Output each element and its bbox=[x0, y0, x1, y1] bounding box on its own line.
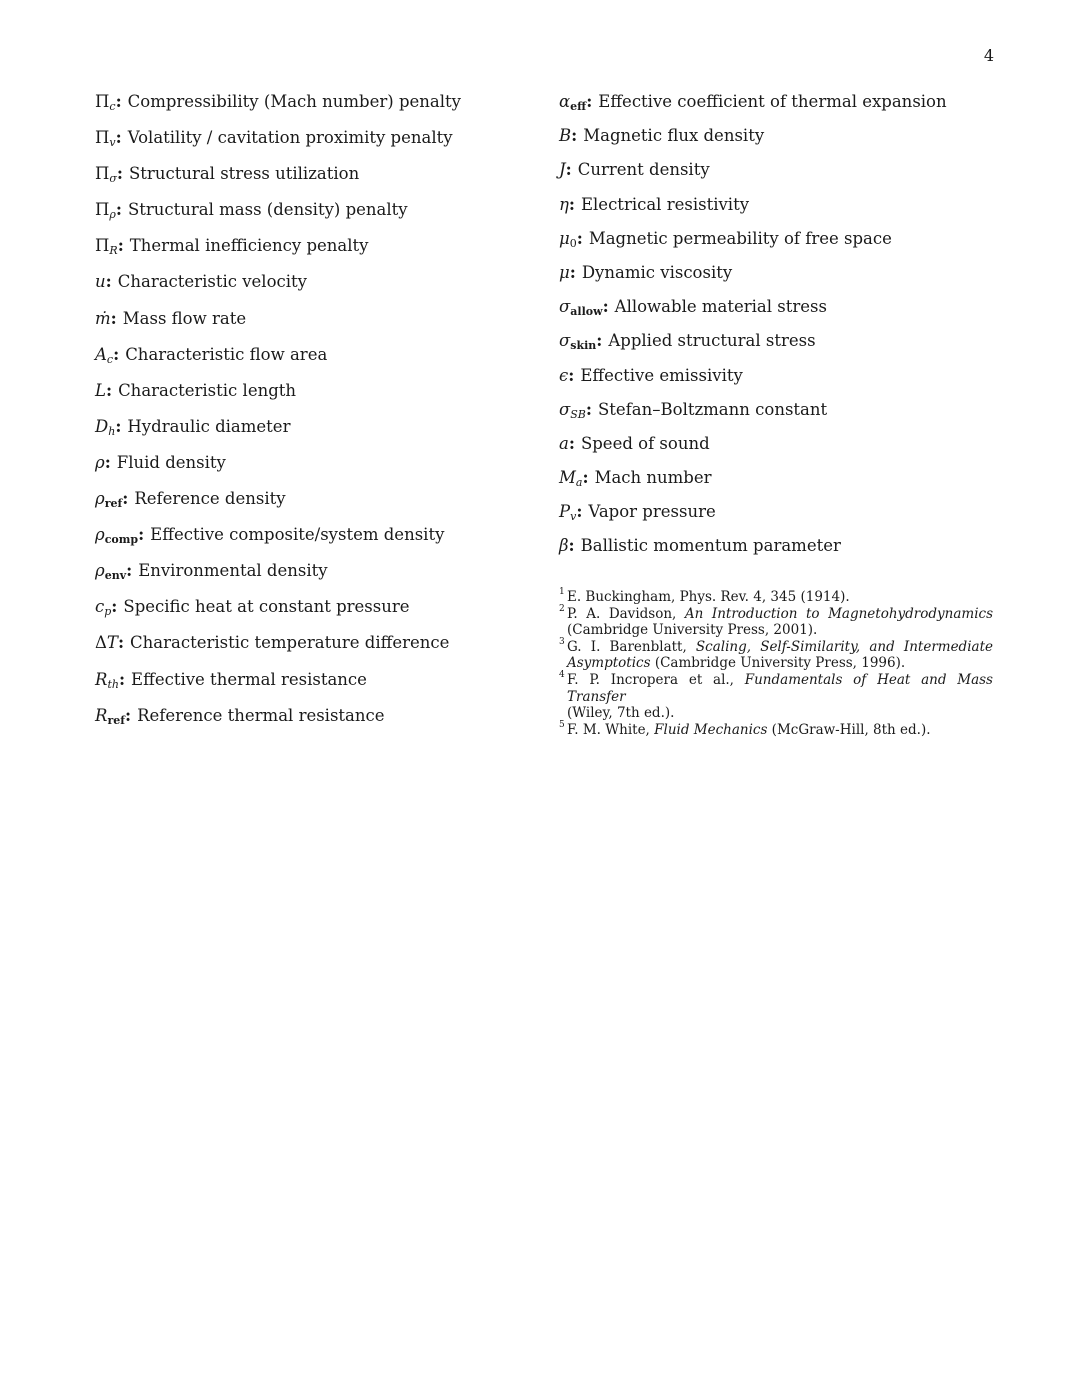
nomenclature-description: Ballistic momentum parameter bbox=[580, 536, 841, 556]
reference-number: 2 bbox=[559, 603, 565, 614]
nomenclature-symbol: $R_{th}$ bbox=[95, 669, 119, 691]
nomenclature-symbol: $\rho_{comp}$ bbox=[95, 525, 139, 547]
nomenclature-colon: : bbox=[115, 416, 122, 436]
nomenclature-symbol: $P_v$ bbox=[559, 502, 577, 524]
nomenclature-entry bbox=[95, 559, 535, 595]
reference-item bbox=[559, 719, 993, 739]
nomenclature-colon: : bbox=[602, 297, 609, 317]
nomenclature-symbol: $\sigma_{SB}$ bbox=[559, 399, 586, 421]
nomenclature-description: Current density bbox=[577, 160, 710, 180]
nomenclature-symbol: a bbox=[559, 433, 569, 453]
reference-number: 4 bbox=[559, 669, 565, 680]
nomenclature-colon: : bbox=[586, 92, 593, 111]
nomenclature-symbol: $\Pi_v$ bbox=[95, 128, 116, 150]
nomenclature-colon: : bbox=[568, 433, 575, 453]
nomenclature-description: Applied structural stress bbox=[608, 331, 816, 351]
nomenclature-symbol: $\sigma_{skin}$ bbox=[559, 331, 597, 353]
nomenclature-symbol: $R_{ref}$ bbox=[95, 705, 125, 727]
nomenclature-description: Magnetic flux density bbox=[583, 126, 765, 146]
nomenclature-symbol: u bbox=[95, 272, 106, 292]
nomenclature-colon: : bbox=[117, 236, 124, 256]
nomenclature-colon: : bbox=[576, 228, 583, 248]
nomenclature-entry bbox=[559, 364, 999, 398]
nomenclature-description: Characteristic velocity bbox=[117, 272, 307, 292]
nomenclature-colon: : bbox=[569, 262, 576, 282]
nomenclature-colon: : bbox=[111, 597, 118, 617]
nomenclature-symbol: L bbox=[95, 380, 106, 400]
reference-text: F. P. Incropera et al., Fundamentals of Heat and Mass Transfer (Wiley, 7th ed.). bbox=[567, 671, 993, 722]
nomenclature-symbol: ṁ bbox=[95, 308, 111, 328]
reference-number: 1 bbox=[559, 587, 565, 597]
nomenclature-symbol: $D_h$ bbox=[95, 416, 116, 438]
nomenclature-colon: : bbox=[596, 331, 603, 351]
nomenclature-colon: : bbox=[582, 468, 589, 488]
nomenclature-colon: : bbox=[113, 344, 120, 364]
reference-text: G. I. Barenblatt, Scaling, Self-Similarity, and Intermediate Asymptotics (Cambridge University Press, 1996). bbox=[567, 638, 993, 672]
nomenclature-colon: : bbox=[104, 452, 111, 472]
nomenclature-description: Volatility / cavitation proximity penalty bbox=[127, 128, 453, 148]
nomenclature-description: Vapor pressure bbox=[588, 502, 716, 522]
nomenclature-entry bbox=[95, 704, 535, 740]
nomenclature-colon: : bbox=[124, 705, 132, 725]
nomenclature-description: Effective composite/system density bbox=[150, 525, 445, 545]
nomenclature-entry bbox=[95, 126, 535, 162]
nomenclature-entry bbox=[95, 487, 535, 523]
nomenclature-symbol: ΔT bbox=[95, 633, 118, 653]
nomenclature-entry bbox=[559, 261, 999, 295]
reference-number: 3 bbox=[559, 636, 565, 647]
nomenclature-entry bbox=[559, 124, 999, 158]
nomenclature-colon: : bbox=[115, 200, 122, 220]
nomenclature-description: Dynamic viscosity bbox=[581, 262, 733, 282]
nomenclature-symbol: $\Pi_R$ bbox=[95, 236, 118, 258]
nomenclature-description: Environmental density bbox=[138, 561, 328, 581]
nomenclature-symbol: β bbox=[559, 536, 569, 556]
nomenclature-symbol: $A_c$ bbox=[95, 344, 114, 366]
nomenclature-description: Characteristic flow area bbox=[125, 344, 328, 364]
nomenclature-colon: : bbox=[568, 194, 575, 214]
nomenclature-symbol: $\Pi_\rho$ bbox=[95, 200, 116, 222]
nomenclature-symbol: $\rho_{ref}$ bbox=[95, 489, 123, 511]
nomenclature-left-column bbox=[95, 90, 535, 740]
nomenclature-description: Speed of sound bbox=[580, 433, 710, 453]
nomenclature-colon: : bbox=[126, 561, 133, 581]
nomenclature-colon: : bbox=[576, 502, 583, 522]
nomenclature-description: Effective coefficient of thermal expansion bbox=[598, 92, 947, 111]
reference-item bbox=[559, 589, 993, 606]
reference-number: 5 bbox=[559, 719, 565, 730]
nomenclature-description: Reference thermal resistance bbox=[137, 705, 385, 725]
nomenclature-entry bbox=[95, 379, 535, 415]
nomenclature-description: Mass flow rate bbox=[122, 308, 247, 328]
nomenclature-entry bbox=[95, 343, 535, 379]
nomenclature-description: Fluid density bbox=[116, 452, 226, 472]
reference-text: F. M. White, Fluid Mechanics (McGraw-Hill, 8th ed.). bbox=[567, 721, 931, 738]
nomenclature-colon: : bbox=[138, 525, 145, 545]
nomenclature-symbol: $c_p$ bbox=[95, 597, 112, 619]
nomenclature-symbol: ρ bbox=[95, 452, 105, 472]
nomenclature-description: Effective thermal resistance bbox=[131, 669, 367, 689]
nomenclature-symbol: B bbox=[559, 126, 572, 146]
reference-text: E. Buckingham, Phys. Rev. 4, 345 (1914). bbox=[567, 589, 850, 605]
page-number: 4 bbox=[983, 46, 994, 65]
nomenclature-description: Mach number bbox=[594, 468, 712, 488]
nomenclature-entry bbox=[95, 270, 535, 306]
nomenclature-entry bbox=[95, 668, 535, 704]
nomenclature-symbol: $\rho_{env}$ bbox=[95, 561, 127, 583]
nomenclature-colon: : bbox=[105, 272, 112, 292]
nomenclature-colon: : bbox=[117, 633, 125, 653]
nomenclature-description: Stefan–Boltzmann constant bbox=[597, 399, 828, 419]
nomenclature-colon: : bbox=[571, 126, 578, 146]
nomenclature-colon: : bbox=[105, 380, 113, 400]
nomenclature-symbol: $\alpha_{eff}$ bbox=[559, 92, 587, 113]
reference-item bbox=[559, 603, 993, 639]
nomenclature-symbol: η bbox=[559, 194, 569, 214]
nomenclature-entry bbox=[559, 158, 999, 192]
nomenclature-entry bbox=[559, 227, 999, 261]
nomenclature-colon: : bbox=[118, 669, 126, 689]
nomenclature-symbol: $\mu_0$ bbox=[559, 228, 577, 250]
nomenclature-entry bbox=[95, 162, 535, 198]
nomenclature-entry bbox=[559, 500, 999, 534]
nomenclature-entry bbox=[95, 451, 535, 487]
reference-item bbox=[559, 636, 993, 672]
nomenclature-entry bbox=[95, 631, 535, 667]
nomenclature-description: Compressibility (Mach number) penalty bbox=[127, 92, 461, 111]
nomenclature-entry bbox=[95, 234, 535, 270]
nomenclature-description: Thermal inefficiency penalty bbox=[129, 236, 369, 256]
nomenclature-entry bbox=[95, 90, 535, 126]
nomenclature-description: Structural mass (density) penalty bbox=[127, 200, 408, 220]
nomenclature-entry bbox=[95, 198, 535, 234]
nomenclature-colon: : bbox=[568, 365, 575, 385]
nomenclature-entry bbox=[559, 398, 999, 432]
nomenclature-description: Characteristic temperature difference bbox=[130, 633, 450, 653]
nomenclature-description: Allowable material stress bbox=[614, 297, 827, 317]
nomenclature-description: Characteristic length bbox=[118, 380, 297, 400]
nomenclature-description: Structural stress utilization bbox=[129, 164, 360, 184]
nomenclature-description: Hydraulic diameter bbox=[127, 416, 291, 436]
nomenclature-colon: : bbox=[585, 399, 592, 419]
nomenclature-symbol: $M_a$ bbox=[559, 468, 583, 490]
nomenclature-symbol: J bbox=[559, 160, 566, 180]
nomenclature-entry bbox=[95, 523, 535, 559]
nomenclature-entry bbox=[559, 466, 999, 500]
nomenclature-description: Magnetic permeability of free space bbox=[588, 228, 892, 248]
nomenclature-entry bbox=[95, 307, 535, 343]
nomenclature-entry bbox=[95, 595, 535, 631]
nomenclature-entry bbox=[559, 90, 999, 124]
nomenclature-description: Reference density bbox=[134, 489, 286, 509]
nomenclature-colon: : bbox=[110, 308, 117, 328]
nomenclature-colon: : bbox=[115, 128, 122, 148]
nomenclature-entry bbox=[559, 295, 999, 329]
nomenclature-colon: : bbox=[565, 160, 572, 180]
nomenclature-entry bbox=[559, 193, 999, 227]
nomenclature-symbol: ϵ bbox=[559, 365, 569, 385]
nomenclature-symbol: $\Pi_c$ bbox=[95, 92, 116, 113]
nomenclature-colon: : bbox=[115, 92, 122, 111]
nomenclature-entry bbox=[559, 534, 999, 568]
nomenclature-description: Effective emissivity bbox=[580, 365, 743, 385]
nomenclature-description: Electrical resistivity bbox=[580, 194, 750, 214]
nomenclature-entry bbox=[95, 415, 535, 451]
footnote-references bbox=[559, 589, 993, 738]
nomenclature-right-column bbox=[559, 90, 999, 569]
reference-text: P. A. Davidson, An Introduction to Magnetohydrodynamics (Cambridge University Press, 2001). bbox=[567, 605, 993, 639]
nomenclature-symbol: $\sigma_{allow}$ bbox=[559, 297, 603, 319]
nomenclature-symbol: $\Pi_\sigma$ bbox=[95, 164, 117, 186]
nomenclature-entry bbox=[559, 432, 999, 466]
nomenclature-symbol: μ bbox=[559, 262, 570, 282]
nomenclature-colon: : bbox=[122, 489, 129, 509]
nomenclature-description: Specific heat at constant pressure bbox=[123, 597, 410, 617]
nomenclature-entry bbox=[559, 329, 999, 363]
reference-item bbox=[559, 669, 993, 722]
nomenclature-colon: : bbox=[568, 536, 575, 556]
nomenclature-colon: : bbox=[116, 164, 123, 184]
